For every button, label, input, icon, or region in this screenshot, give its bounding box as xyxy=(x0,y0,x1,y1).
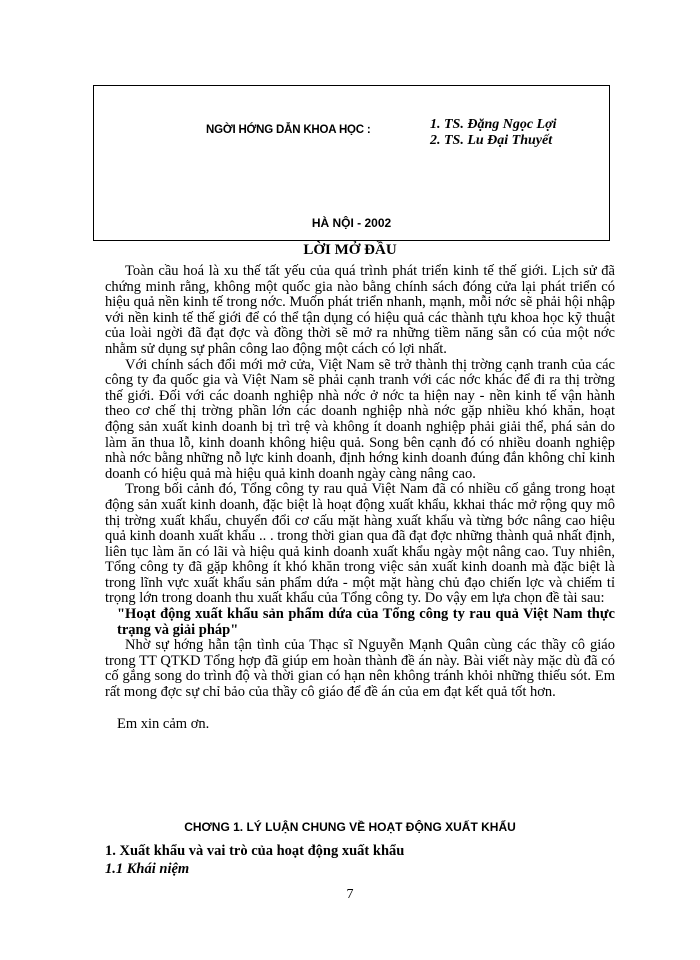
chapter-title: CHƠNG 1. LÝ LUẬN CHUNG VỀ HOẠT ĐỘNG XUẤT KHẨU xyxy=(184,820,516,834)
subsection-heading: 1.1 Khái niệm xyxy=(105,861,190,877)
advisor-list xyxy=(430,117,557,149)
page-number: 7 xyxy=(346,887,354,902)
body-text xyxy=(105,264,615,732)
cover-box xyxy=(93,85,610,241)
paragraph: Toàn cầu hoá là xu thế tất yếu của quá trình phát triển kinh tế thế giới. Lịch sử đã chứng minh rằng, không một quốc gia nào bằng chính sách đóng cửa lại phát triển có hiệu quả nền kinh tế trong nớc. Muốn phát triển nhanh, mạnh, mỗi nớc sẽ phải hội nhập với nền kinh tế thế giới để có thể tận dụng có hiệu quả các thành tựu khoa học kỹ thuật của loài ngời đã đạt đợc và đồng thời sẽ mở ra những tiềm năng sẵn có của một nớc nhằm sử dụng sự phân công lao động một cách có lợi nhất. xyxy=(105,263,615,357)
acknowledgement-paragraph: Nhờ sự hớng hẫn tận tình của Thạc sĩ Nguyễn Mạnh Quân cùng các thầy cô giáo trong TT QTKD Tổng hợp đã giúp em hoàn thành đề án này. Bài viết này mặc dù đã có cố gắng song do trình độ và thời gian có hạn nên không tránh khỏi những thiếu sót. Em rất mong đợc sự chỉ bảo của thầy cô giáo để đề án của em đạt kết quả tốt hơn. xyxy=(105,637,615,701)
city-year: HÀ NỘI - 2002 xyxy=(311,216,392,230)
section-heading: 1. Xuất khẩu và vai trò của hoạt động xuất khẩu xyxy=(105,843,405,859)
advisor-name: 1. TS. Đặng Ngọc Lợi xyxy=(430,117,557,132)
advisor-name: 2. TS. Lu Đại Thuyết xyxy=(430,133,553,148)
paragraph: Trong bối cảnh đó, Tổng công ty rau quả Việt Nam đã có nhiều cố gắng trong hoạt động sản xuất kinh doanh, đặc biệt là hoạt động xuất khẩu, kkhai thác mở rộng quy mô thị trờng xuất khẩu, chuyển đổi cơ cấu mặt hàng xuất khẩu và từng bớc nâng cao hiệu quả kinh doanh xuất khẩu .. . trong thời gian qua đã đạt đợc những thành quả nhất định, liên tục làm ăn có lãi và hiệu quả kinh doanh xuất khẩu ngày một nâng cao. Tuy nhiên, Tổng công ty đã gặp không ít khó khăn trong việc sản xuất kinh doanh mà đặc biệt là trong lĩnh vực xuất khẩu sản phẩm dứa - một mặt hàng chủ đạo chiến lợc và chiếm tỉ trọng lớn trong doanh thu xuất khẩu của Tổng công ty. Do vậy em lựa chọn đề tài sau: xyxy=(105,481,615,607)
page-heading: LỜI MỞ ĐẦU xyxy=(303,242,397,258)
paragraph: Với chính sách đổi mới mở cửa, Việt Nam sẽ trở thành thị trờng cạnh tranh của các công ty đa quốc gia và Việt Nam sẽ phải cạnh tranh với các nớc khác để đi ra thị trờng thế giới. Đối với các doanh nghiệp nhà nớc ở nớc ta hiện nay - nền kinh tế vận hành theo cơ chế thị trờng phần lớn các doanh nghiệp nhà nớc gặp nhiều khó khăn, hoạt động sản xuất kinh doanh bị trì trệ và không ít doanh nghiệp phải giải thể, phá sản do làm ăn thua lỗ, kinh doanh không hiệu quả. Song bên cạnh đó có nhiều doanh nghiệp nhà nớc bằng những nỗ lực kinh doanh, định hớng kinh doanh đúng đắn không chỉ kinh doanh có hiệu quả mà hiệu quả kinh doanh ngày càng nâng cao. xyxy=(105,356,615,482)
thesis-title-quote: "Hoạt động xuất khẩu sản phẩm dứa của Tổng công ty rau quả Việt Nam thực trạng và giải pháp" xyxy=(117,606,615,638)
advisor-label: NGỜI HỚNG DẪN KHOA HỌC : xyxy=(206,124,371,136)
thanks-line: Em xin cảm ơn. xyxy=(117,715,210,732)
